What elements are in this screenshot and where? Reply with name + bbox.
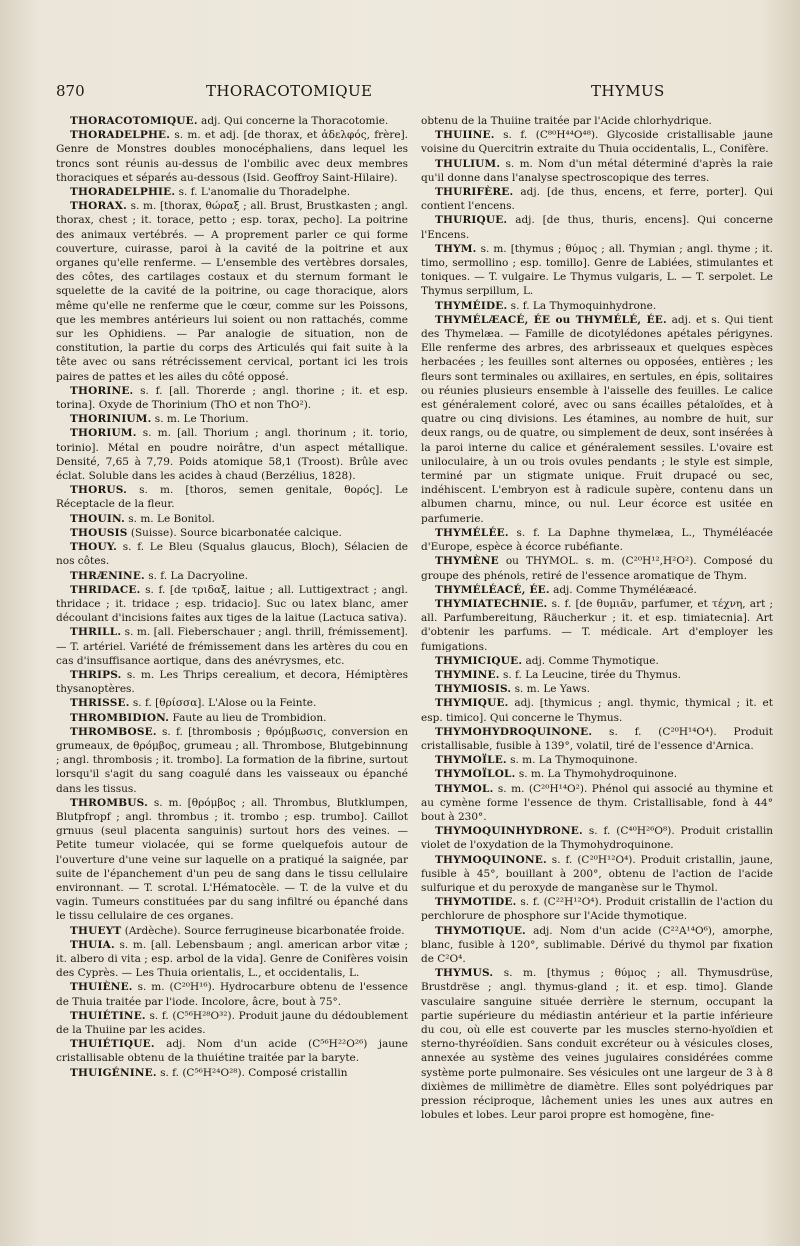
entry-definition: adj. [de thus, thuris, encens]. Qui concerne l'Encens. <box>421 214 773 241</box>
entry-definition: s. m. [all. Thorium ; angl. thorinum ; it. torio, torinio]. Métal en poudre noirâtre, d'un aspect métallique. Densité, 7,65 à 7,79. Poids atomique 58,1 (Troost). Brûle avec éclat. Soluble dans les acides à chaud (Berzélius, 1828). <box>56 427 408 483</box>
entry-definition: s. m. [thorax, θώραξ ; all. Brust, Brustkasten ; angl. thorax, chest ; it. torace, petto ; esp. torax, pecho]. La poitrine des animaux vertébrés. — A proprement parler ce qui forme couverture, cuirasse, paroi à la cavité de la poitrine et aux organes qu'elle renferme. — L'ensemble des vertèbres dorsales, des côtes, des cartilages costaux et du sternum formant le squelette de la cavité de la poitrine, ou cage thoracique, alors même qu'elle ne renferme que le cœur, comme sur les Poissons, que les membres antérieurs lui soient ou non rattachés, comme sur les Ophidiens. — Par analogie de situation, non de constitution, la partie du corps des Articulés qui fait suite à la tête avec ou sans rétrécissement cervical, portant ici les trois paires de pattes et les ailes du côté opposé. <box>56 200 408 383</box>
dictionary-entry <box>421 185 773 213</box>
dictionary-entry <box>56 1009 408 1037</box>
entry-definition: s. f. La Daphne thymelæa, L., Thyméléacée d'Europe, espèce à écorce rubéfiante. <box>421 526 773 554</box>
dictionary-entry <box>56 199 408 384</box>
entry-headword: THUIÈNE. <box>70 981 133 994</box>
dictionary-entry <box>421 853 773 896</box>
left-column <box>56 114 408 1080</box>
dictionary-entry <box>421 767 773 781</box>
dictionary-entry <box>421 583 773 597</box>
entry-headword: THYM. <box>435 242 477 255</box>
entry-definition: s. f. Le Bleu (Squalus glaucus, Bloch), Sélacien de nos côtes. <box>56 541 408 568</box>
page-header <box>56 82 776 104</box>
dictionary-entry <box>56 938 408 981</box>
left-running-title: THORACOTOMIQUE <box>206 82 373 100</box>
entry-definition: s. m. Les Thrips cerealium, et decora, Hémiptères thysanoptères. <box>56 668 408 696</box>
entry-definition: s. f. (C²²H¹²O⁴). Produit cristallin de l'action du perchlorure de phosphore sur l'Acide thymotique. <box>421 896 773 923</box>
dictionary-entry <box>56 1066 408 1080</box>
entry-definition: s. m. (C²⁰H¹⁴O²). Phénol qui associé au thymine et au cymène forme l'essence de thym. Cristallisable, fond à 44° bout à 230°. <box>421 782 773 823</box>
entry-headword: THORIUM. <box>70 427 137 440</box>
entry-definition: s. m. Le Thorium. <box>151 413 249 426</box>
dictionary-entry <box>421 824 773 852</box>
entry-headword: THORADELPHIE. <box>70 186 176 199</box>
entry-definition: s. f. La Dacryoline. <box>144 569 248 582</box>
entry-definition: s. f. [de τριδαξ, laitue ; all. Luttigextract ; angl. thridace ; it. tridace ; esp. tridacio]. Suc ou latex blanc, amer découlant d'incisions faites aux tiges de la laitue (Lactuca sativa). <box>56 583 408 625</box>
entry-definition: s. f. [all. Thorerde ; angl. thorine ; it. et esp. torina]. Oxyde de Thorinium (ThO et non ThO²). <box>56 384 408 412</box>
dictionary-entry <box>421 128 773 156</box>
entry-headword: THUIÉTINE. <box>70 1009 146 1022</box>
entry-definition: Faute au lieu de Trombidion. <box>169 711 327 724</box>
entry-headword: THYMOHYDROQUINONE. <box>435 725 593 738</box>
dictionary-entry <box>56 668 408 696</box>
dictionary-entry <box>56 526 408 540</box>
entry-definition: s. m. La Thymoquinone. <box>506 754 638 767</box>
entry-headword: THYMINE. <box>435 668 500 681</box>
entry-headword: THYMUS. <box>435 967 494 980</box>
dictionary-entry <box>421 242 773 299</box>
entry-definition: (Suisse). Source bicarbonatée calcique. <box>127 526 342 539</box>
entry-definition: adj. [thymicus ; angl. thymic, thymical ; it. et esp. timico]. Qui concerne le Thymus. <box>421 697 773 724</box>
dictionary-entry <box>56 185 408 199</box>
dictionary-entry <box>56 1037 408 1065</box>
right-column <box>421 114 773 1122</box>
entry-definition: s. f. [θρίσσα]. L'Alose ou la Feinte. <box>129 697 317 710</box>
entry-headword: THYMIATECHNIE. <box>435 597 548 610</box>
dictionary-entry <box>421 682 773 696</box>
dictionary-entry <box>421 554 773 582</box>
dictionary-entry <box>56 711 408 725</box>
entry-definition: (Ardèche). Source ferrugineuse bicarbonatée froide. <box>121 924 405 937</box>
entry-definition: s. m. [thoros, semen genitale, θορός]. Le Réceptacle de la fleur. <box>56 484 408 511</box>
entry-headword: THORACOTOMIQUE. <box>70 115 198 127</box>
entry-headword: THOUSIS <box>70 526 128 539</box>
entry-definition: s. m. Le Bonitol. <box>124 512 215 525</box>
dictionary-entry <box>56 384 408 412</box>
entry-definition: s. f. La Leucine, tirée du Thymus. <box>499 668 681 681</box>
dictionary-entry <box>421 782 773 825</box>
entry-headword: THRIDACE. <box>70 583 141 596</box>
entry-headword: THYMICIQUE. <box>435 654 523 667</box>
entry-definition: s. f. (C⁴⁰H²⁶O⁸). Produit cristallin violet de l'oxydation de la Thymohydroquinone. <box>421 825 773 852</box>
dictionary-entry <box>56 696 408 710</box>
dictionary-entry <box>421 313 773 526</box>
dictionary-entry <box>56 426 408 483</box>
entry-definition: s. m. La Thymohydroquinone. <box>515 768 678 781</box>
entry-definition: s. f. La Thymoquinhydrone. <box>507 299 657 312</box>
entry-headword: THORADELPHE. <box>70 129 171 142</box>
entry-headword: THYMIOSIS. <box>435 683 512 696</box>
dictionary-entry <box>421 299 773 313</box>
entry-headword: THUIA. <box>70 938 115 951</box>
dictionary-entry <box>421 526 773 554</box>
dictionary-entry <box>421 597 773 654</box>
entry-headword: THYMOQUINHYDRONE. <box>435 825 583 838</box>
entry-definition: s. m. [thymus ; θύμος ; all. Thymian ; angl. thyme ; it. timo, sermollino ; esp. tomillo]. Genre de Labiées, stimulantes et toniques. — T. vulgaire. Le Thymus vulgaris, L. — T. serpolet. Le Thymus serpillum, L. <box>421 242 773 298</box>
entry-definition: s. m. [all. Fieberschauer ; angl. thrill, frémissement]. — T. artériel. Variété de frémissement dans les artères du cou en cas d'insuffisance aortique, dans des anévrysmes, etc. <box>56 626 408 667</box>
entry-headword: THROMBOSE. <box>70 725 157 738</box>
entry-definition: adj. Nom d'un acide (C⁵⁶H²²O²⁶) jaune cristallisable obtenu de la thuiétine traitée par la baryte. <box>56 1038 408 1065</box>
dictionary-entry <box>56 569 408 583</box>
right-running-title: THYMUS <box>591 82 665 100</box>
entry-headword: THYMOÏLE. <box>435 754 507 767</box>
entry-headword: THYMIQUE. <box>435 697 509 710</box>
entry-headword: THRIPS. <box>70 668 122 681</box>
dictionary-entry <box>421 924 773 967</box>
entry-headword: THOUIN. <box>70 512 125 525</box>
entry-headword: THYMÉLÆACÉ, ÉE ou THYMÉLÉ, ÉE. <box>435 313 667 326</box>
entry-headword: THORUS. <box>70 484 128 497</box>
dictionary-entry <box>421 213 773 241</box>
dictionary-entry <box>56 128 408 185</box>
entry-definition: adj. [de thus, encens, et ferre, porter]. Qui contient l'encens. <box>421 186 773 213</box>
entry-headword: THRILL. <box>70 626 122 639</box>
dictionary-entry <box>421 696 773 724</box>
entry-definition: s. f. (C⁵⁶H²⁸O³²). Produit jaune du dédoublement de la Thuiine par les acides. <box>56 1009 408 1036</box>
entry-definition: s. f. (C²⁰H¹²O⁴). Produit cristallin, jaune, fusible à 45°, bouillant à 200°, obtenu de l'action de l'acide sulfurique et du peroxyde de manganèse sur le Thymol. <box>421 853 773 894</box>
dictionary-entry <box>56 540 408 568</box>
dictionary-entry <box>56 583 408 626</box>
entry-headword: THROMBIDION. <box>70 711 170 724</box>
entry-headword: THURIFÈRE. <box>435 186 514 199</box>
entry-definition: adj. et s. Qui tient des Thymelæa. — Famille de dicotylédones apétales périgynes. Elle renferme des arbres, des arbrisseaux et quelques espèces herbacées ; les feuilles sont alternes ou opposées, entières ; les fleurs sont terminales ou axillaires, en sertules, en épis, solitaires ou réunies plusieurs ensemble à l'aisselle des feuilles. Le calice est généralement coloré, avec ou sans écailles pétaloïdes, et à quatre ou cinq divisions. Les étamines, au nombre de huit, sur deux rangs, ou de quatre, ou simplement de deux, sont insérées à la paroi interne du calice et généralement sessiles. L'ovaire est uniloculaire, à un ou trois ovules pendants ; le style est simple, terminé par un stigmate unique. Fruit drupacé ou sec, indéhiscent. L'embryon est à radicule supère, contenu dans un albumen charnu, mince, ou nul. Leur écorce est usitée en parfumerie. <box>421 313 773 525</box>
dictionary-entry <box>421 114 773 128</box>
dictionary-entry <box>56 114 408 128</box>
dictionary-entry <box>421 654 773 668</box>
entry-definition: s. f. L'anomalie du Thoradelphe. <box>175 186 351 199</box>
entry-definition: s. f. [thrombosis ; θρόμβωσις, conversion en grumeaux, de θρόμβος, grumeau ; all. Thrombose, Blutgebinnung ; angl. thrombosis ; it. trombo]. La formation de la fibrine, surtout lorsqu'il s'agit du sang coagulé dans les vaisseaux ou épanché dans les tissus. <box>56 725 408 795</box>
dictionary-entry <box>56 725 408 796</box>
entry-definition: obtenu de la Thuiine traitée par l'Acide chlorhydrique. <box>421 115 712 127</box>
entry-headword: THYMÉLÉACÉ, ÉE. <box>435 583 550 596</box>
entry-headword: THYMÉLÉE. <box>435 526 509 539</box>
dictionary-entry <box>56 512 408 526</box>
entry-definition: s. m. [all. Lebensbaum ; angl. american arbor vitæ ; it. albero di vita ; esp. arbol de la vida]. Genre de Conifères voisin des Cyprès. — Les Thuia orientalis, L., et occidentalis, L. <box>56 938 408 980</box>
dictionary-entry <box>421 895 773 923</box>
entry-headword: THUIINE. <box>435 129 495 142</box>
entry-definition: s. f. [de θυμιᾶν, parfumer, et τέχνη, art ; all. Parfumbereitung, Räucherkur ; it. et esp. timiatecnia]. Art d'obtenir les parfums. — T. médicale. Art d'employer les fumigations. <box>421 597 773 653</box>
entry-headword: THYMOTIQUE. <box>435 924 526 937</box>
entry-definition: s. m. [thymus ; θύμος ; all. Thymusdrüse, Brustdrëse ; angl. thymus-gland ; it. et esp. timo]. Glande vasculaire sanguine située derrière le sternum, occupant la partie supérieure du médiastin antérieur et la partie inférieure du cou, où elle est couverte par les muscles sterno-hyoïdien et sterno-thyréoïdien. Sans conduit excréteur ou à vésicules closes, annexée au système des veines jugulaires considérées comme système porte pulmonaire. Ses vésicules ont une largeur de 3 à 8 dixièmes de millimètre de diamètre. Elles sont polyédriques par pression réciproque, lâchement unies les unes aux autres en lobules et lobes. Leur paroi propre est homogène, fine- <box>421 967 773 1122</box>
entry-definition: s. m. et adj. [de thorax, et ἀδελφός, frère]. Genre de Monstres doubles monocéphaliens, dans lequel les troncs sont réunis au-dessus de l'ombilic avec deux membres thoraciques et séparés au-dessous (Isid. Geoffroy Saint-Hilaire). <box>56 129 408 184</box>
entry-headword: THRÆNINE. <box>70 569 145 582</box>
dictionary-entry <box>421 725 773 753</box>
dictionary-entry <box>56 796 408 924</box>
entry-headword: THYMÉIDE. <box>435 299 508 312</box>
entry-headword: THRISSE. <box>70 697 130 710</box>
entry-definition: s. f. (C²⁰H¹⁴O⁴). Produit cristallisable, fusible à 139°, volatil, tiré de l'essence d'Arnica. <box>421 725 773 752</box>
entry-headword: THOUY. <box>70 541 118 554</box>
dictionary-entry <box>421 668 773 682</box>
entry-definition: s. m. [θρόμβος ; all. Thrombus, Blutklumpen, Blutpfropf ; angl. thrombus ; it. trombo ; esp. trumbo]. Caillot grnuus (seul placenta sanguinis) surtout hors des veines. — Petite tumeur violacée, qui se forme quelquefois autour de l'ouverture d'une veine sur laquelle on a pratiqué la saignée, par suite de l'épanchement d'un peu de sang dans le tissu cellulaire environnant. — T. scrotal. L'Hématocèle. — T. de la vulve et du vagin. Tumeurs constituées par du sang infiltré ou épanché dans le tissu cellulaire de ces organes. <box>56 796 408 923</box>
entry-headword: THYMÈNE <box>435 555 499 568</box>
entry-headword: THYMOQUINONE. <box>435 853 547 866</box>
dictionary-entry <box>421 157 773 185</box>
entry-headword: THORINE. <box>70 384 134 397</box>
entry-headword: THUIÉTIQUE. <box>70 1038 155 1051</box>
entry-headword: THUIGÉNINE. <box>70 1066 157 1079</box>
dictionary-entry <box>56 980 408 1008</box>
entry-definition: adj. Nom d'un acide (C²²A¹⁴O⁶), amorphe, blanc, fusible à 120°, sublimable. Dérivé du thymol par fixation de C²O⁴. <box>421 924 773 965</box>
entry-headword: THYMOÏLOL. <box>435 768 516 781</box>
entry-headword: THUEYT <box>70 924 122 937</box>
entry-definition: adj. Comme Thymotique. <box>522 654 659 667</box>
entry-headword: THYMOTIDE. <box>435 896 517 909</box>
entry-definition: adj. Qui concerne la Thoracotomie. <box>197 115 389 127</box>
entry-definition: s. m. Nom d'un métal déterminé d'après la raie qu'il donne dans l'analyse spectroscopique des terres. <box>421 157 773 184</box>
entry-headword: THORAX. <box>70 200 127 213</box>
dictionary-entry <box>56 924 408 938</box>
entry-headword: THULIUM. <box>435 157 501 170</box>
entry-definition: s. f. (C⁸⁰H⁴⁴O⁴⁸). Glycoside cristallisable jaune voisine du Quercitrin extraite du Thuia occidentalis, L., Conifère. <box>421 129 773 156</box>
dictionary-entry <box>56 483 408 511</box>
entry-definition: s. m. Le Yaws. <box>511 683 590 696</box>
page-number: 870 <box>56 82 85 100</box>
entry-definition: s. f. (C⁵⁶H²⁴O²⁸). Composé cristallin <box>156 1066 348 1079</box>
dictionary-entry <box>56 412 408 426</box>
entry-definition: ou THYMOL. s. m. (C²⁰H¹²,H²O²). Composé du groupe des phénols, retiré de l'essence aromatique de Thym. <box>421 555 773 582</box>
entry-headword: THORINIUM. <box>70 413 152 426</box>
entry-headword: THROMBUS. <box>70 796 148 809</box>
dictionary-entry <box>421 966 773 1122</box>
dictionary-entry <box>421 753 773 767</box>
entry-headword: THURIQUE. <box>435 214 508 227</box>
dictionary-entry <box>56 625 408 668</box>
entry-definition: s. m. (C²⁰H¹⁶). Hydrocarbure obtenu de l'essence de Thuia traitée par l'iode. Incolore, âcre, bout à 75°. <box>56 981 408 1008</box>
entry-definition: adj. Comme Thyméléæacé. <box>549 583 697 596</box>
entry-headword: THYMOL. <box>435 782 494 795</box>
